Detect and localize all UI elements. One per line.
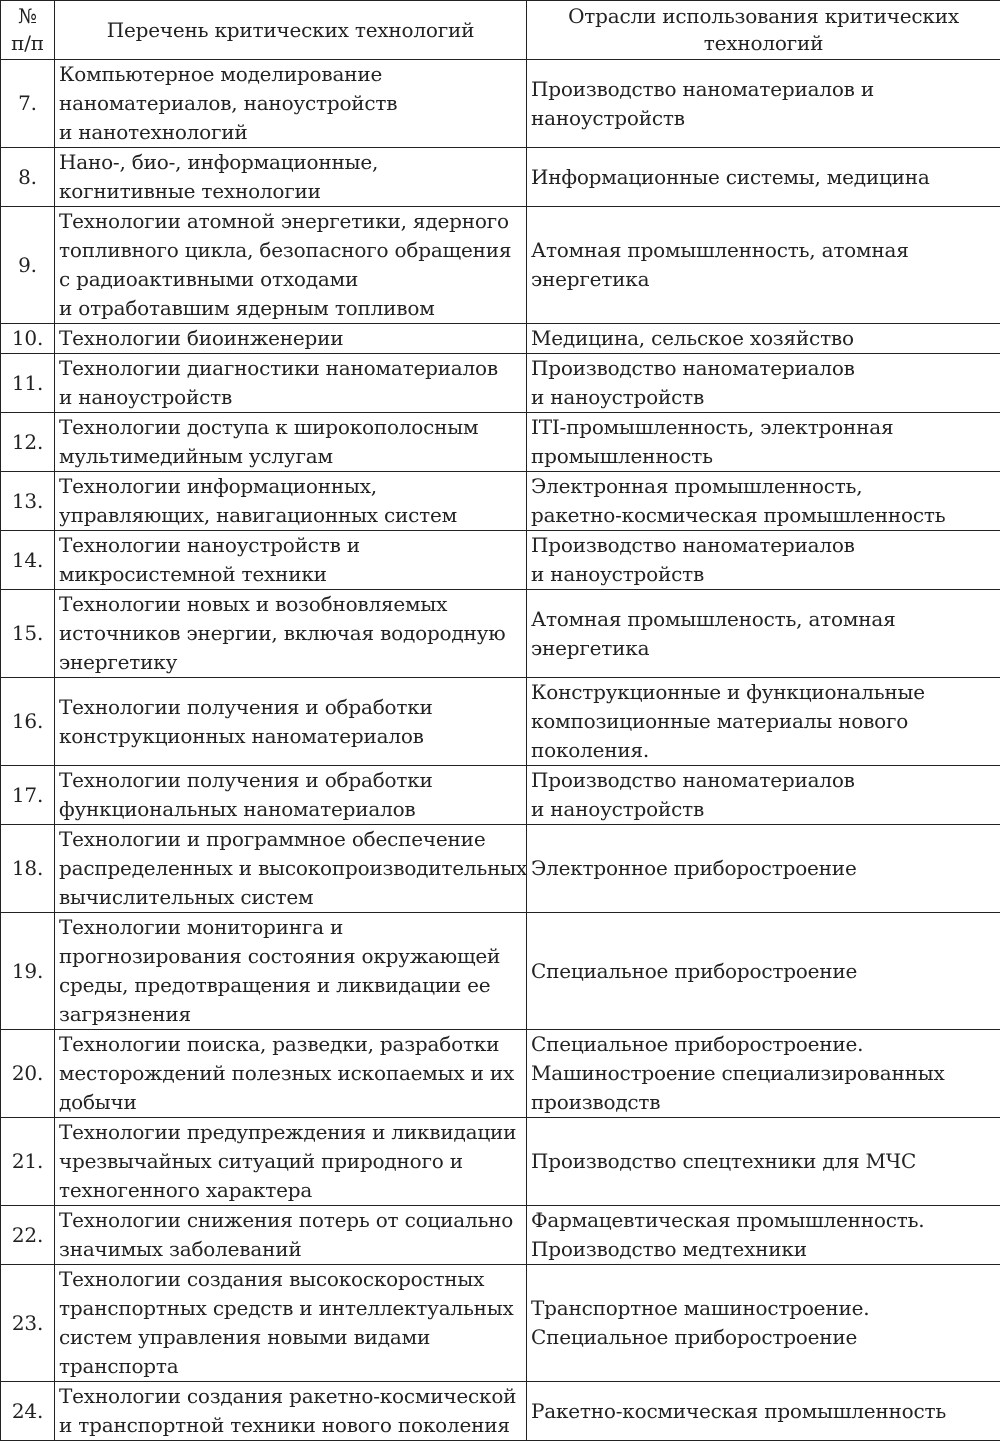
- header-field: [527, 1, 1000, 60]
- industry-line: Конструкционные и функциональные: [531, 680, 925, 704]
- industry-line: Производство медтехники: [531, 1237, 807, 1261]
- industry-line: поколения.: [531, 738, 650, 762]
- technology-line: Нано-, био-, информационные,: [59, 150, 379, 174]
- industry-cell: [527, 1206, 1000, 1265]
- technology-cell: [55, 354, 527, 413]
- technology-line: Технологии мониторинга и: [59, 915, 344, 939]
- table-row: [1, 1118, 1000, 1206]
- technology-line: Технологии атомной энергетики, ядерного: [59, 209, 509, 233]
- row-number: 20.: [1, 1030, 55, 1118]
- technology-line: месторождений полезных ископаемых и их: [59, 1061, 515, 1085]
- technology-line: и наноустройств: [59, 385, 233, 409]
- technology-line: распределенных и высокопроизводительных: [59, 856, 528, 880]
- industry-line: наноустройств: [531, 105, 685, 130]
- technology-cell: [55, 1030, 527, 1118]
- industry-line: Медицина, сельское хозяйство: [531, 326, 854, 350]
- industry-line: Информационные системы, медицина: [531, 164, 930, 189]
- technology-cell: [55, 678, 527, 766]
- industry-cell: [527, 148, 1000, 207]
- technology-line: микросистемной техники: [59, 562, 327, 586]
- industry-cell: [527, 825, 1000, 913]
- technology-line: Технологии поиска, разведки, разработки: [59, 1032, 500, 1056]
- industry-cell: [527, 1265, 1000, 1382]
- technology-line: конструкционных наноматериалов: [59, 723, 424, 748]
- technology-line: Технологии диагностики наноматериалов: [59, 356, 498, 380]
- industry-line: Специальное приборостроение: [531, 958, 858, 983]
- table-row: [1, 1206, 1000, 1265]
- row-number: 8.: [1, 148, 55, 207]
- table-row: [1, 766, 1000, 825]
- table-row: [1, 324, 1000, 354]
- technology-line: с радиоактивными отходами: [59, 267, 359, 291]
- table-row: [1, 1382, 1000, 1441]
- row-number: 17.: [1, 766, 55, 825]
- row-number: 9.: [1, 207, 55, 324]
- header-field-line: Отрасли использования критических: [568, 4, 959, 28]
- technology-cell: [55, 324, 527, 354]
- technology-cell: [55, 1206, 527, 1265]
- table-row: [1, 590, 1000, 678]
- industry-cell: [527, 1118, 1000, 1206]
- technology-line: Технологии информационных,: [59, 474, 377, 498]
- technology-cell: [55, 1382, 527, 1441]
- table-row: [1, 913, 1000, 1030]
- technology-line: функциональных наноматериалов: [59, 797, 416, 821]
- header-tech: [55, 1, 527, 60]
- row-number: 16.: [1, 678, 55, 766]
- industry-line: Специальное приборостроение.: [531, 1032, 864, 1056]
- industry-line: композиционные материалы нового: [531, 709, 909, 733]
- technology-line: когнитивные технологии: [59, 179, 321, 203]
- technology-line: наноматериалов, наноустройств: [59, 91, 398, 115]
- table-row: [1, 60, 1000, 148]
- table-row: [1, 1265, 1000, 1382]
- industry-line: Производство наноматериалов: [531, 356, 855, 380]
- industry-cell: [527, 472, 1000, 531]
- table-row: [1, 207, 1000, 324]
- row-number: 10.: [1, 324, 55, 354]
- industry-line: энергетика: [531, 267, 650, 291]
- technology-line: и транспортной техники нового поколения: [59, 1413, 510, 1437]
- technology-line: чрезвычайных ситуаций природного и: [59, 1149, 463, 1173]
- row-number: 21.: [1, 1118, 55, 1206]
- row-number: 23.: [1, 1265, 55, 1382]
- industry-line: Производство спецтехники для МЧС: [531, 1149, 917, 1173]
- industry-line: Фармацевтическая промышленность.: [531, 1208, 925, 1232]
- technology-cell: [55, 1265, 527, 1382]
- header-num-line: №: [18, 4, 37, 28]
- row-number: 24.: [1, 1382, 55, 1441]
- table-row: [1, 413, 1000, 472]
- header-row: [1, 1, 1000, 60]
- industry-line: Атомная промышленость, атомная: [531, 606, 896, 631]
- industry-cell: [527, 590, 1000, 678]
- industry-cell: [527, 766, 1000, 825]
- technology-line: и нанотехнологий: [59, 120, 248, 144]
- row-number: 15.: [1, 590, 55, 678]
- industry-cell: [527, 1030, 1000, 1118]
- technology-line: вычислительных систем: [59, 885, 314, 909]
- table-body: [1, 60, 1000, 1441]
- technology-line: Компьютерное моделирование: [59, 62, 383, 86]
- technology-cell: [55, 825, 527, 913]
- table-row: [1, 825, 1000, 913]
- technology-cell: [55, 766, 527, 825]
- table-row: [1, 148, 1000, 207]
- industry-cell: [527, 354, 1000, 413]
- technology-line: транспорта: [59, 1354, 179, 1378]
- technology-line: и отработавшим ядерным топливом: [59, 296, 435, 320]
- industry-line: Электронное приборостроение: [531, 856, 857, 880]
- row-number: 13.: [1, 472, 55, 531]
- technology-line: энергетику: [59, 650, 178, 674]
- technology-line: Технологии биоинженерии: [59, 326, 344, 350]
- header-field-line: технологий: [703, 31, 824, 55]
- technology-line: топливного цикла, безопасного обращения: [59, 238, 512, 262]
- industry-line: Ракетно-космическая промышленность: [531, 1398, 947, 1423]
- technology-line: транспортных средств и интеллектуальных: [59, 1296, 514, 1320]
- row-number: 7.: [1, 60, 55, 148]
- industry-line: Машиностроение специализированных: [531, 1061, 945, 1085]
- technology-line: Технологии создания высокоскоростных: [59, 1267, 485, 1291]
- technology-line: Технологии наноустройств и: [59, 533, 360, 557]
- technology-cell: [55, 913, 527, 1030]
- table-row: [1, 472, 1000, 531]
- industry-line: ITI-промышленность, электронная: [531, 415, 894, 439]
- technology-line: значимых заболеваний: [59, 1237, 302, 1261]
- row-number: 18.: [1, 825, 55, 913]
- industry-cell: [527, 531, 1000, 590]
- table-row: [1, 531, 1000, 590]
- row-number: 14.: [1, 531, 55, 590]
- technology-line: техногенного характера: [59, 1178, 313, 1202]
- technology-cell: [55, 1118, 527, 1206]
- technology-line: Технологии и программное обеспечение: [59, 827, 486, 851]
- industry-line: и наноустройств: [531, 797, 705, 821]
- industry-cell: [527, 60, 1000, 148]
- technology-line: прогнозирования состояния окружающей: [59, 944, 501, 968]
- industry-cell: [527, 324, 1000, 354]
- technology-line: Технологии предупреждения и ликвидации: [59, 1120, 517, 1144]
- header-num-line: п/п: [11, 31, 44, 55]
- industry-cell: [527, 913, 1000, 1030]
- row-number: 12.: [1, 413, 55, 472]
- technology-line: Технологии снижения потерь от социально: [59, 1208, 514, 1232]
- row-number: 11.: [1, 354, 55, 413]
- technology-cell: [55, 590, 527, 678]
- industry-line: ракетно-космическая промышленность: [531, 503, 946, 527]
- technology-line: управляющих, навигационных систем: [59, 503, 458, 527]
- technology-line: загрязнения: [59, 1002, 191, 1026]
- technology-line: Технологии получения и обработки: [59, 768, 433, 792]
- technology-line: Технологии новых и возобновляемых: [59, 592, 448, 616]
- industry-line: Производство наноматериалов и: [531, 76, 875, 101]
- industry-cell: [527, 1382, 1000, 1441]
- technology-line: добычи: [59, 1090, 137, 1114]
- technology-cell: [55, 413, 527, 472]
- table-row: [1, 354, 1000, 413]
- industry-line: и наноустройств: [531, 385, 705, 409]
- industry-line: энергетика: [531, 635, 650, 660]
- header-tech-line: Перечень критических технологий: [106, 17, 475, 42]
- industry-line: и наноустройств: [531, 562, 705, 586]
- industry-cell: [527, 678, 1000, 766]
- row-number: 22.: [1, 1206, 55, 1265]
- industry-line: Электронная промышленность,: [531, 474, 863, 498]
- industry-line: производств: [531, 1090, 661, 1114]
- industry-line: Транспортное машиностроение.: [531, 1296, 870, 1320]
- industry-cell: [527, 413, 1000, 472]
- technology-line: систем управления новыми видами: [59, 1325, 431, 1349]
- industry-line: Атомная промышленность, атомная: [531, 238, 909, 262]
- table-row: [1, 1030, 1000, 1118]
- industry-line: промышленность: [531, 444, 713, 468]
- technology-line: Технологии получения и обработки: [59, 694, 433, 719]
- technology-line: источников энергии, включая водородную: [59, 621, 506, 645]
- industry-cell: [527, 207, 1000, 324]
- header-num: [1, 1, 55, 60]
- technology-line: Технологии создания ракетно-космической: [59, 1384, 517, 1408]
- technology-cell: [55, 148, 527, 207]
- industry-line: Производство наноматериалов: [531, 768, 855, 792]
- technology-line: среды, предотвращения и ликвидации ее: [59, 973, 491, 997]
- technology-line: мультимедийным услугам: [59, 444, 333, 468]
- technology-cell: [55, 60, 527, 148]
- technology-cell: [55, 531, 527, 590]
- row-number: 19.: [1, 913, 55, 1030]
- technology-line: Технологии доступа к широкополосным: [59, 415, 479, 439]
- technology-cell: [55, 472, 527, 531]
- industry-line: Производство наноматериалов: [531, 533, 855, 557]
- industry-line: Специальное приборостроение: [531, 1325, 858, 1349]
- technology-cell: [55, 207, 527, 324]
- table-row: [1, 678, 1000, 766]
